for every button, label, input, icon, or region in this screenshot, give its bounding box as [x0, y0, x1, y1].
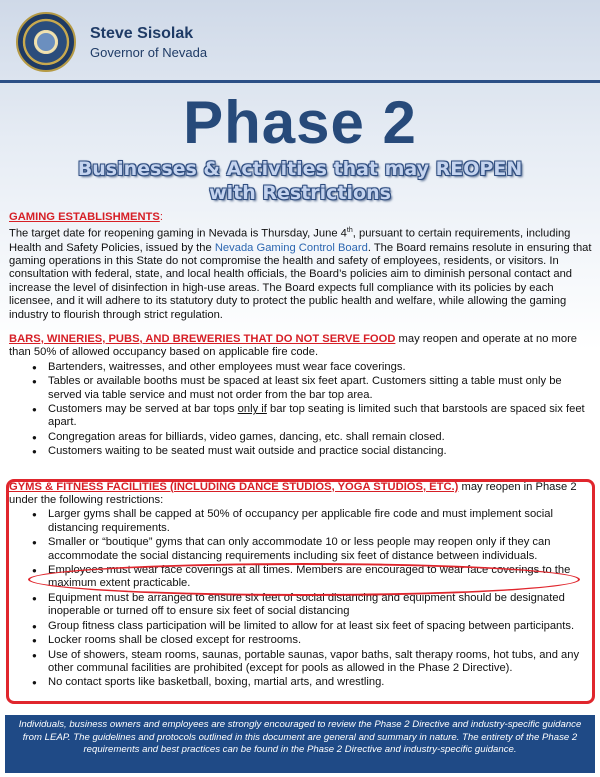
list-item: ● Locker rooms shall be closed except for restrooms.: [33, 634, 593, 647]
list-item: ● Equipment must be arranged to ensure six feet of social distancing and equipment should be designated inoperable or turned off to ensure six feet of social distancing: [33, 592, 593, 619]
list-item: ● No contact sports like basketball, boxing, martial arts, and wrestling.: [33, 676, 593, 689]
list-item: ● Employees must wear face coverings at all times. Members are encouraged to wear face coverings to the maximum extent practicable.: [33, 564, 593, 591]
list-item: ● Smaller or “boutique” gyms that can only accommodate 10 or less people may reopen only if they can accommodate the social distancing requirements including six feet of distance between individuals.: [33, 536, 593, 563]
bars-section: [9, 333, 593, 459]
page-title: Phase 2: [183, 89, 417, 156]
list-item: ● Customers may be served at bar tops only if bar top seating is limited such that barstools are spaced six feet apart.: [33, 403, 593, 430]
gaming-text-1: The target date for reopening gaming in Nevada is Thursday, June 4: [9, 228, 347, 241]
gaming-text-3: . The Board remains resolute in ensuring that gaming operations in this State do not compromise the health and safety of employees, residents, or visitors. In consultation with federal, state, and local health officials, the Board’s policies aim to diminish personal contact and increase the level of disinfection in high-use areas. The Board expects full compliance with its policies by each licensee, and it will adhere to its statutory duty to protect the public health and welfare, while allowing the gaming industry to flourish through strict regulation.: [9, 241, 592, 321]
gaming-section: GAMING ESTABLISHMENTS: The target date for reopening gaming in Nevada is Thursday, June 4th, pursuant to certain requirements, including Health and Safety Policies, issued by the Nevada Gaming Control Board. The Board remains resolute in ensuring that gaming operations in this State do not compromise the health and safety of employees, residents, or visitors. In consultation with federal, state, and local health officials, the Board’s policies aim to diminish personal contact and increase the level of disinfection in high-use areas. The Board expects full compliance with its policies by each licensee, and it will adhere to its statutory duty to protect the public health and welfare, while allowing the gaming industry to flourish through strict regulation.: [9, 211, 592, 321]
bars-bullet-list: [33, 361, 593, 459]
header-divider: [0, 80, 600, 83]
nevada-state-seal-icon: [16, 12, 76, 72]
footer-notice: Individuals, business owners and employees are strongly encouraged to review the Phase 2 Directive and industry-specific guidance from LEAP. The guidelines and protocols outlined in this document are general and summary in nature. The entirety of the Phase 2 requirements and best practices can be found in the Phase 2 Directive and industry-specific guidance.: [5, 715, 595, 773]
gaming-heading: GAMING ESTABLISHMENTS: [9, 211, 160, 223]
page-subtitle: [0, 157, 600, 205]
subtitle-line-1: Businesses & Activities that may REOPEN: [77, 158, 523, 180]
gaming-control-board-link[interactable]: Nevada Gaming Control Board: [214, 241, 368, 254]
list-item: ● Customers waiting to be seated must wait outside and practice social distancing.: [33, 445, 593, 458]
governor-block: [90, 25, 207, 60]
gaming-superscript: th: [346, 227, 353, 235]
governor-name: Steve Sisolak: [90, 24, 194, 42]
list-item: ● Group fitness class participation will be limited to allow for at least six feet of spacing between participants.: [33, 620, 593, 633]
gyms-heading: GYMS & FITNESS FACILITIES (INCLUDING DANCE STUDIOS, YOGA STUDIOS, ETC.): [9, 480, 459, 493]
header: [16, 6, 207, 78]
bars-heading: BARS, WINERIES, PUBS, AND BREWERIES THAT DO NOT SERVE FOOD: [9, 332, 396, 345]
list-item: ● Tables or available booths must be spaced at least six feet apart. Customers sitting a table must only be served via table service and must not order from the bar top area.: [33, 375, 593, 402]
governor-title: Governor of Nevada: [90, 44, 208, 60]
list-item: ● Congregation areas for billiards, video games, dancing, etc. shall remain closed.: [33, 431, 593, 444]
face-covering-highlight-oval: [28, 563, 580, 596]
list-item: ● Use of showers, steam rooms, saunas, portable saunas, vapor baths, salt therapy rooms, hot tubs, and any other communal facilities are prohibited (except for pools as allowed in the Phase 2 Directive).: [33, 649, 593, 676]
subtitle-line-2: with Restrictions: [209, 182, 391, 204]
list-item: ● Larger gyms shall be capped at 50% of occupancy per applicable fire code and must implement social distancing requirements.: [33, 508, 593, 535]
gaming-text-2: , pursuant to certain requirements, including Health and Safety Policies, issued by the: [9, 228, 571, 254]
list-item: ● Bartenders, waitresses, and other employees must wear face coverings.: [33, 361, 593, 374]
gyms-intro: may reopen in Phase 2 under the following restrictions:: [9, 480, 577, 507]
bars-intro: may reopen and operate at no more than 50% of allowed occupancy based on applicable fire code.: [9, 332, 578, 359]
